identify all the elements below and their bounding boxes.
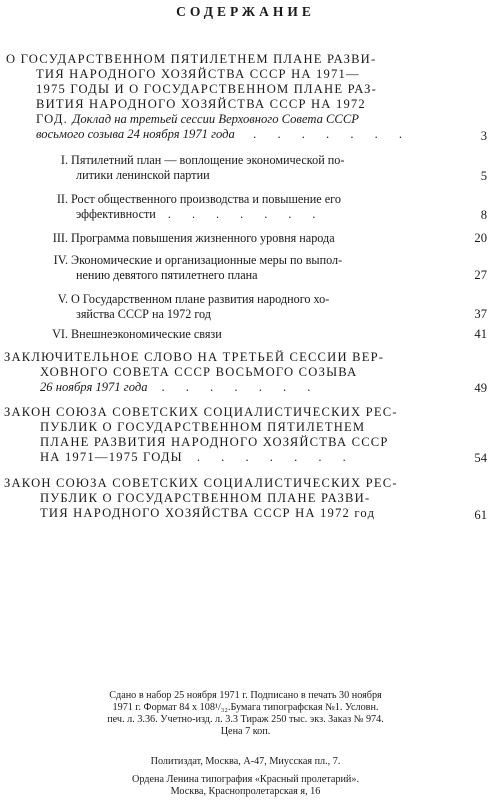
imprint-line: печ. л. 3.36. Учетно-изд. л. 3.3 Тираж 250 тыс. экз. Заказ № 974. [107, 714, 384, 725]
toc-entry-line: 1975 ГОДЫ И О ГОСУДАРСТВЕННОМ ПЛАНЕ РАЗ- [36, 82, 378, 96]
toc-entry-line: ТИЯ НАРОДНОГО ХОЗЯЙСТВА СССР НА 1972 год [40, 506, 376, 520]
toc-leader-dots: . . . . . . . [196, 450, 355, 464]
toc-section-vi [40, 327, 222, 342]
toc-section-line: Экономические и организационные меры по выпол- [71, 253, 343, 267]
toc-section-number: VI. [52, 327, 68, 341]
toc-entry-line: НА 1971—1975 ГОДЫ [40, 450, 183, 464]
toc-section-line: Программа повышения жизненного уровня народа [71, 231, 335, 245]
toc-section-line: Рост общественного производства и повышение его [71, 192, 341, 206]
toc-entry-line: ТИЯ НАРОДНОГО ХОЗЯЙСТВА СССР НА 1971— [36, 67, 360, 81]
toc-entry-subtitle: восьмого созыва 24 ноября 1971 года [36, 127, 235, 141]
toc-entry-state-five-year-plan [6, 52, 411, 142]
toc-entry-law-1972-plan [4, 476, 398, 521]
toc-section-number: IV. [53, 253, 68, 267]
toc-entry-line: ЗАКОН СОЮЗА СОВЕТСКИХ СОЦИАЛИСТИЧЕСКИХ РЕС- [4, 476, 398, 490]
toc-section-line: нению девятого пятилетнего плана [76, 268, 258, 282]
toc-entry-line: ЗАКЛЮЧИТЕЛЬНОЕ СЛОВО НА ТРЕТЬЕЙ СЕССИИ ВЕР- [4, 350, 385, 364]
toc-entry-subtitle: 26 ноября 1971 года [40, 380, 148, 394]
toc-section-line: О Государственном плане развития народного хо- [71, 292, 330, 306]
imprint-line: Цена 7 коп. [220, 726, 271, 737]
toc-leader-dots: . . . . . . . [161, 380, 320, 394]
imprint-printing-house [0, 774, 491, 798]
toc-entry-line: ПУБЛИК О ГОСУДАРСТВЕННОМ ПЛАНЕ РАЗВИ- [40, 491, 371, 505]
toc-section-line: литики ленинской партии [76, 168, 210, 182]
toc-page-number: 41 [474, 327, 487, 341]
imprint-publisher [0, 756, 491, 768]
toc-entry-line: ВИТИЯ НАРОДНОГО ХОЗЯЙСТВА СССР НА 1972 [36, 97, 366, 111]
toc-section-iv [40, 253, 342, 283]
imprint-line: Ордена Ленина типография «Красный пролетарий». [131, 774, 360, 785]
toc-entry-line: ЗАКОН СОЮЗА СОВЕТСКИХ СОЦИАЛИСТИЧЕСКИХ РЕС- [4, 405, 398, 419]
toc-section-v [40, 292, 329, 322]
toc-page-number: 20 [474, 231, 487, 245]
toc-page-number: 61 [474, 508, 487, 522]
toc-page-number: 49 [474, 381, 487, 395]
toc-entry-closing-speech [4, 350, 384, 395]
toc-section-line: Внешнеэкономические связи [71, 327, 222, 341]
toc-leader-dots: . . . . . . . [167, 207, 325, 221]
imprint-print-details [0, 690, 491, 738]
toc-entry-line: О ГОСУДАРСТВЕННОМ ПЯТИЛЕТНЕМ ПЛАНЕ РАЗВИ- [6, 52, 377, 66]
imprint-line: 1971 г. Формат 84 x 108¹/₃₂.Бумага типографская №1. Условн. [112, 702, 379, 713]
toc-entry-line: ПЛАНЕ РАЗВИТИЯ НАРОДНОГО ХОЗЯЙСТВА СССР [40, 435, 389, 449]
toc-page-number: 27 [474, 268, 487, 282]
imprint-line: Политиздат, Москва, А-47, Миусская пл., 7. [150, 756, 341, 767]
toc-leader-dots: . . . . . . . [253, 127, 412, 141]
toc-entry-line: ГОД. [36, 112, 73, 126]
toc-entry-subtitle: Доклад на третьей сессии Верховного Совета СССР [72, 112, 359, 126]
toc-section-number: I. [60, 153, 68, 167]
page-title: СОДЕРЖАНИЕ [176, 4, 315, 19]
toc-section-number: II. [56, 192, 68, 206]
toc-section-number: III. [52, 231, 68, 245]
toc-page-number: 54 [474, 451, 487, 465]
toc-page-number: 37 [474, 307, 487, 321]
toc-section-iii [40, 231, 335, 246]
toc-page-number: 3 [480, 129, 487, 143]
toc-page-number: 5 [480, 169, 487, 183]
toc-entry-law-five-year-plan [4, 405, 398, 465]
toc-entry-line: ХОВНОГО СОВЕТА СССР ВОСЬМОГО СОЗЫВА [40, 365, 358, 379]
imprint-line: Москва, Краснопролетарская я, 16 [170, 786, 321, 797]
toc-section-line: зяйства СССР на 1972 год [76, 307, 211, 321]
imprint-line: Сдано в набор 25 ноября 1971 г. Подписано в печать 30 ноября [109, 690, 382, 701]
toc-section-number: V. [57, 292, 68, 306]
toc-section-ii [40, 192, 341, 222]
toc-page-number: 8 [480, 208, 487, 222]
toc-section-line: эффективности [76, 207, 156, 221]
toc-section-i [40, 153, 344, 183]
toc-entry-line: ПУБЛИК О ГОСУДАРСТВЕННОМ ПЯТИЛЕТНЕМ [40, 420, 366, 434]
toc-section-line: Пятилетний план — воплощение экономической по- [71, 153, 345, 167]
